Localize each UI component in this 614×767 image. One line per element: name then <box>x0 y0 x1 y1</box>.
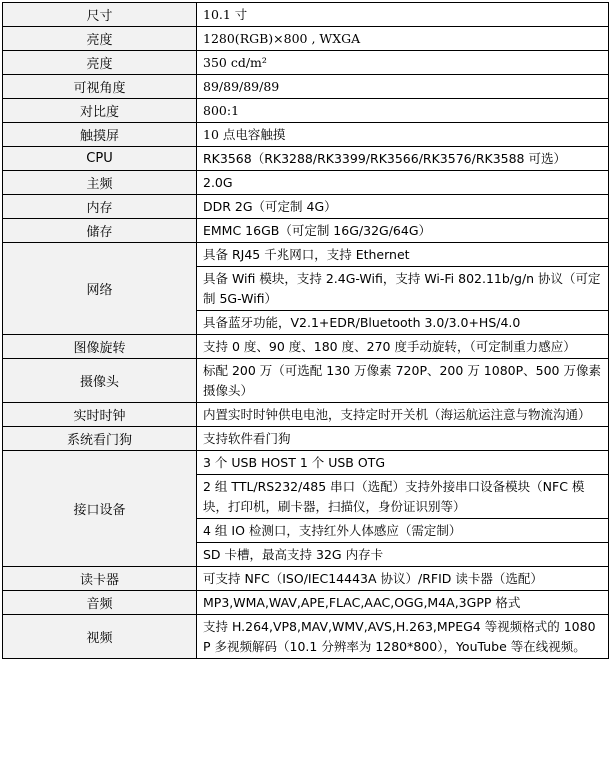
spec-row <box>3 335 609 359</box>
spec-label: 音频 <box>3 591 197 615</box>
spec-row <box>3 219 609 243</box>
spec-label: 摄像头 <box>3 359 197 403</box>
spec-value-line: 具备蓝牙功能，V2.1+EDR/Bluetooth 3.0/3.0+HS/4.0 <box>197 310 608 334</box>
spec-value <box>197 359 609 403</box>
spec-value <box>197 243 609 335</box>
spec-value <box>197 171 609 195</box>
spec-value-line: 10 点电容触摸 <box>203 127 286 142</box>
spec-row <box>3 427 609 451</box>
spec-label: 视频 <box>3 615 197 659</box>
spec-table <box>2 2 609 659</box>
spec-value <box>197 427 609 451</box>
spec-row <box>3 75 609 99</box>
spec-label: 尺寸 <box>3 3 197 27</box>
spec-label: 对比度 <box>3 99 197 123</box>
spec-value-line: 标配 200 万（可选配 130 万像素 720P、200 万 1080P、500 万像素摄像头） <box>203 363 601 398</box>
spec-value-line: 800:1 <box>203 103 240 118</box>
spec-value <box>197 567 609 591</box>
spec-value <box>197 451 609 567</box>
spec-row <box>3 27 609 51</box>
spec-row <box>3 3 609 27</box>
spec-label: 储存 <box>3 219 197 243</box>
spec-row <box>3 171 609 195</box>
spec-label: 实时时钟 <box>3 403 197 427</box>
spec-value <box>197 3 609 27</box>
spec-value <box>197 27 609 51</box>
spec-value-line: 3 个 USB HOST 1 个 USB OTG <box>203 455 386 470</box>
spec-value <box>197 403 609 427</box>
spec-value <box>197 75 609 99</box>
spec-value-line: 4 组 IO 检测口，支持红外人体感应（需定制） <box>197 518 608 542</box>
spec-row <box>3 451 609 567</box>
spec-value <box>197 123 609 147</box>
spec-value <box>197 195 609 219</box>
spec-label: 亮度 <box>3 51 197 75</box>
spec-value-line: 350 cd/m² <box>203 55 267 70</box>
spec-value <box>197 219 609 243</box>
spec-value-line: 具备 Wifi 模块，支持 2.4G-Wifi，支持 Wi-Fi 802.11b/g/n 协议（可定制 5G-Wifi） <box>197 266 608 310</box>
spec-value-line: 具备 RJ45 千兆网口，支持 Ethernet <box>203 247 410 262</box>
spec-value-line: 支持软件看门狗 <box>203 431 291 446</box>
spec-value-line: 可支持 NFC（ISO/IEC14443A 协议）/RFID 读卡器（选配） <box>203 571 543 586</box>
spec-value <box>197 615 609 659</box>
spec-value-line: 1280(RGB)×800 , WXGA <box>203 31 361 46</box>
spec-row <box>3 123 609 147</box>
spec-value-line: 内置实时时钟供电电池，支持定时开关机（海运航运注意与物流沟通） <box>203 407 591 422</box>
spec-table-body <box>3 3 609 659</box>
spec-value-line: 2.0G <box>203 175 233 190</box>
spec-value-line: 支持 H.264,VP8,MAV,WMV,AVS,H.263,MPEG4 等视频格式的 1080P 多视频解码（10.1 分辨率为 1280*800），YouTube 等在线视频。 <box>203 619 596 654</box>
spec-label: 读卡器 <box>3 567 197 591</box>
spec-value-line: DDR 2G（可定制 4G） <box>203 199 337 214</box>
spec-row <box>3 147 609 171</box>
spec-label: 触摸屏 <box>3 123 197 147</box>
spec-label: 主频 <box>3 171 197 195</box>
spec-row <box>3 243 609 335</box>
spec-label: 可视角度 <box>3 75 197 99</box>
spec-label: 接口设备 <box>3 451 197 567</box>
spec-label: 内存 <box>3 195 197 219</box>
spec-row <box>3 615 609 659</box>
spec-row <box>3 567 609 591</box>
spec-value-line: EMMC 16GB（可定制 16G/32G/64G） <box>203 223 432 238</box>
spec-value <box>197 147 609 171</box>
spec-value <box>197 51 609 75</box>
spec-value-line: 89/89/89/89 <box>203 79 280 94</box>
spec-value <box>197 591 609 615</box>
spec-label: 亮度 <box>3 27 197 51</box>
spec-value <box>197 99 609 123</box>
spec-row <box>3 359 609 403</box>
spec-label: CPU <box>3 147 197 171</box>
spec-label: 图像旋转 <box>3 335 197 359</box>
spec-row <box>3 99 609 123</box>
spec-row <box>3 591 609 615</box>
spec-value-line: RK3568（RK3288/RK3399/RK3566/RK3576/RK3588 可选） <box>203 151 566 166</box>
spec-value-line: 支持 0 度、90 度、180 度、270 度手动旋转，（可定制重力感应） <box>203 339 576 354</box>
spec-value-line: SD 卡槽，最高支持 32G 内存卡 <box>197 542 608 566</box>
spec-row <box>3 403 609 427</box>
spec-label: 系统看门狗 <box>3 427 197 451</box>
spec-label: 网络 <box>3 243 197 335</box>
spec-value <box>197 335 609 359</box>
spec-value-line: MP3,WMA,WAV,APE,FLAC,AAC,OGG,M4A,3GPP 格式 <box>203 595 521 610</box>
spec-row <box>3 195 609 219</box>
spec-value-line: 10.1 寸 <box>203 7 248 22</box>
spec-value-line: 2 组 TTL/RS232/485 串口（选配）支持外接串口设备模块（NFC 模块，打印机，刷卡器，扫描仪，身份证识别等） <box>197 474 608 518</box>
spec-row <box>3 51 609 75</box>
